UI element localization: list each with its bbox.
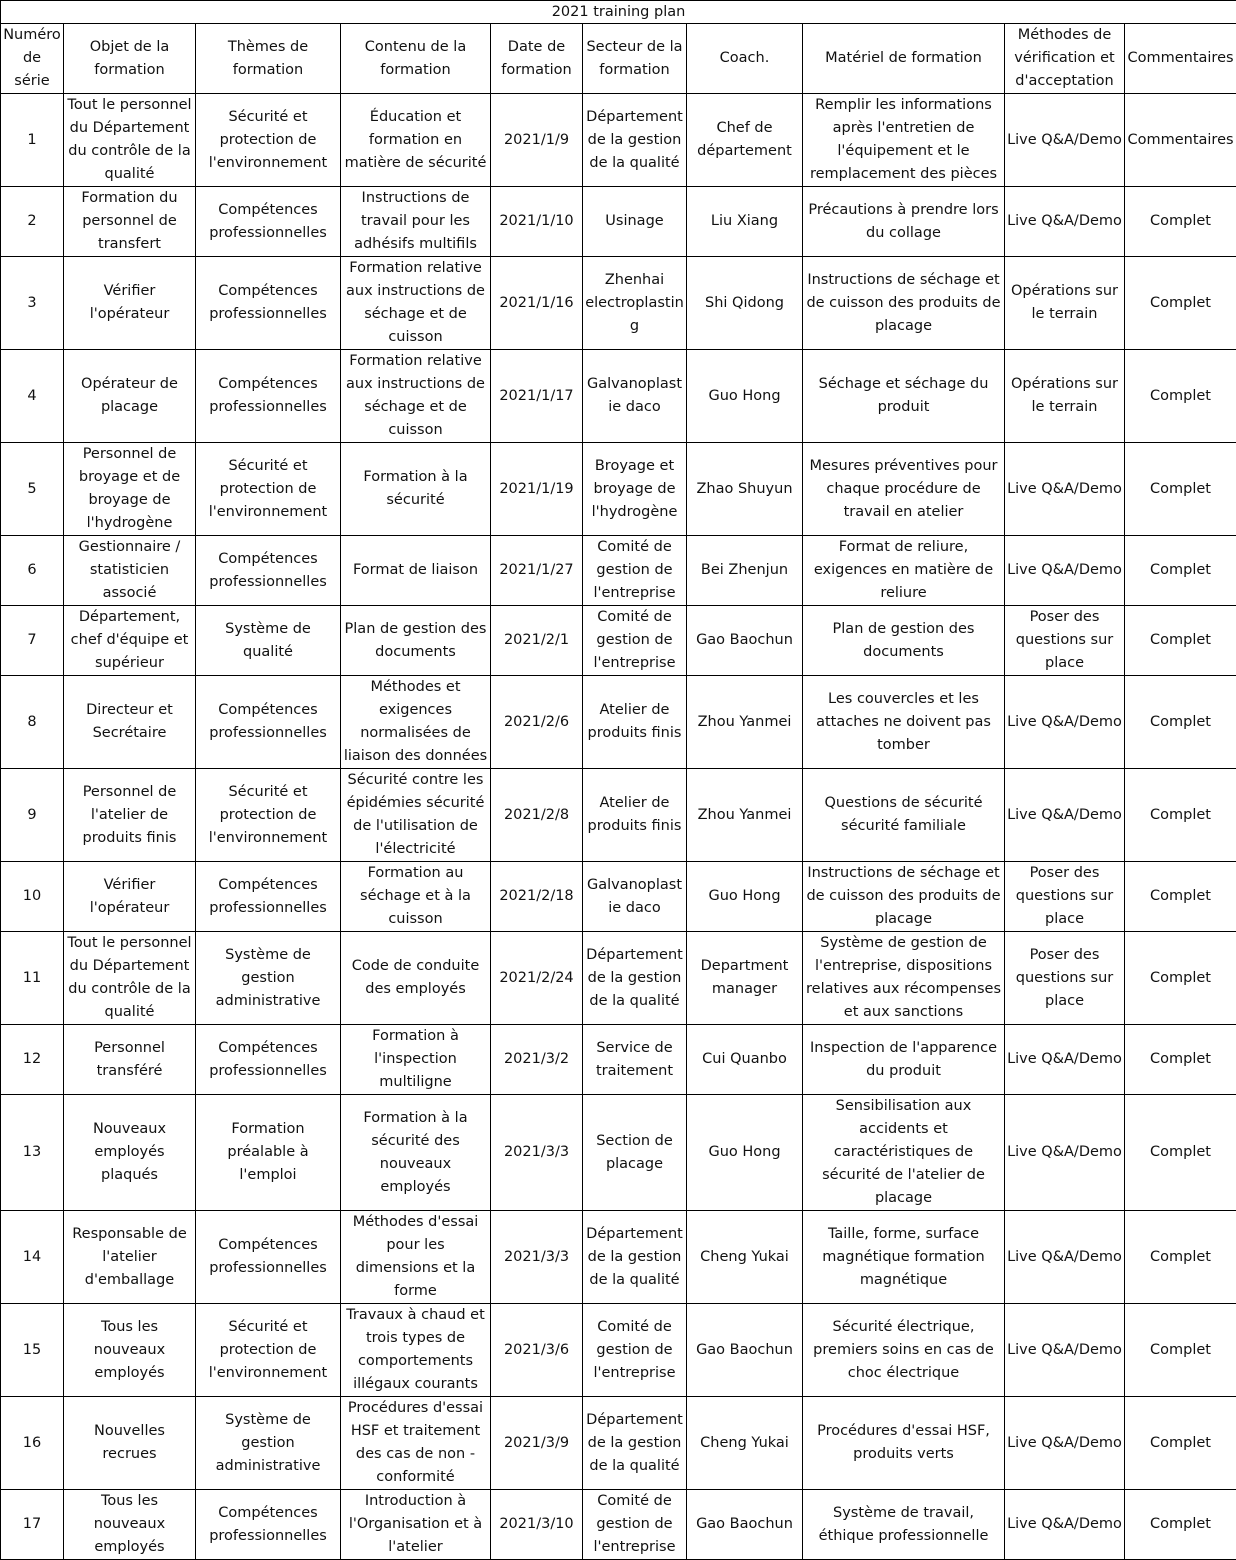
header-coach: Coach.	[687, 24, 803, 94]
header-training-sector: Secteur de la formation	[583, 24, 687, 94]
cell-training-theme: Compétences professionnelles	[196, 1490, 341, 1560]
cell-verification-method: Live Q&A/Demo	[1005, 443, 1125, 536]
header-training-theme: Thèmes de formation	[196, 24, 341, 94]
cell-training-material: Sécurité électrique, premiers soins en cas de choc électrique	[803, 1304, 1005, 1397]
cell-training-theme: Système de gestion administrative	[196, 932, 341, 1025]
cell-serial-number: 2	[1, 187, 64, 257]
cell-training-date: 2021/1/19	[491, 443, 583, 536]
cell-training-material: Procédures d'essai HSF, produits verts	[803, 1397, 1005, 1490]
cell-coach: Cheng Yukai	[687, 1397, 803, 1490]
cell-training-theme: Formation préalable à l'emploi	[196, 1095, 341, 1211]
cell-verification-method: Live Q&A/Demo	[1005, 1490, 1125, 1560]
cell-comments: Complet	[1125, 1490, 1236, 1560]
cell-training-content: Éducation et formation en matière de sécurité	[341, 94, 491, 187]
cell-training-content: Formation relative aux instructions de séchage et de cuisson	[341, 257, 491, 350]
table-row	[1, 676, 1236, 769]
cell-training-sector: Comité de gestion de l'entreprise	[583, 1490, 687, 1560]
cell-training-theme: Sécurité et protection de l'environnement	[196, 443, 341, 536]
cell-training-date: 2021/3/2	[491, 1025, 583, 1095]
cell-coach: Gao Baochun	[687, 1490, 803, 1560]
cell-serial-number: 13	[1, 1095, 64, 1211]
cell-training-content: Formation relative aux instructions de séchage et de cuisson	[341, 350, 491, 443]
cell-training-date: 2021/1/27	[491, 536, 583, 606]
cell-training-object: Vérifier l'opérateur	[64, 862, 196, 932]
cell-training-date: 2021/3/6	[491, 1304, 583, 1397]
cell-training-date: 2021/3/9	[491, 1397, 583, 1490]
cell-comments: Complet	[1125, 443, 1236, 536]
table-row	[1, 1211, 1236, 1304]
cell-training-object: Nouveaux employés plaqués	[64, 1095, 196, 1211]
cell-training-theme: Compétences professionnelles	[196, 676, 341, 769]
cell-comments: Complet	[1125, 187, 1236, 257]
cell-training-theme: Système de gestion administrative	[196, 1397, 341, 1490]
cell-training-content: Introduction à l'Organisation et à l'atelier	[341, 1490, 491, 1560]
cell-training-material: Instructions de séchage et de cuisson des produits de placage	[803, 862, 1005, 932]
cell-coach: Department manager	[687, 932, 803, 1025]
cell-verification-method: Opérations sur le terrain	[1005, 350, 1125, 443]
cell-training-sector: Comité de gestion de l'entreprise	[583, 1304, 687, 1397]
cell-training-material: Précautions à prendre lors du collage	[803, 187, 1005, 257]
cell-serial-number: 3	[1, 257, 64, 350]
cell-verification-method: Live Q&A/Demo	[1005, 1397, 1125, 1490]
cell-serial-number: 15	[1, 1304, 64, 1397]
cell-serial-number: 10	[1, 862, 64, 932]
cell-serial-number: 7	[1, 606, 64, 676]
cell-training-object: Personnel de l'atelier de produits finis	[64, 769, 196, 862]
cell-verification-method: Live Q&A/Demo	[1005, 676, 1125, 769]
cell-coach: Zhou Yanmei	[687, 769, 803, 862]
cell-training-object: Tout le personnel du Département du contrôle de la qualité	[64, 94, 196, 187]
cell-training-material: Séchage et séchage du produit	[803, 350, 1005, 443]
cell-training-theme: Compétences professionnelles	[196, 1025, 341, 1095]
cell-comments: Complet	[1125, 676, 1236, 769]
cell-training-sector: Département de la gestion de la qualité	[583, 932, 687, 1025]
cell-training-theme: Compétences professionnelles	[196, 536, 341, 606]
cell-training-content: Procédures d'essai HSF et traitement des cas de non - conformité	[341, 1397, 491, 1490]
cell-training-object: Formation du personnel de transfert	[64, 187, 196, 257]
table-row	[1, 932, 1236, 1025]
header-verification-method: Méthodes de vérification et d'acceptation	[1005, 24, 1125, 94]
cell-training-content: Méthodes et exigences normalisées de liaison des données	[341, 676, 491, 769]
cell-training-object: Tous les nouveaux employés	[64, 1304, 196, 1397]
header-training-object: Objet de la formation	[64, 24, 196, 94]
cell-coach: Cui Quanbo	[687, 1025, 803, 1095]
cell-verification-method: Poser des questions sur place	[1005, 606, 1125, 676]
cell-training-date: 2021/2/18	[491, 862, 583, 932]
cell-training-content: Plan de gestion des documents	[341, 606, 491, 676]
table-row	[1, 1025, 1236, 1095]
cell-training-theme: Compétences professionnelles	[196, 350, 341, 443]
cell-training-content: Méthodes d'essai pour les dimensions et la forme	[341, 1211, 491, 1304]
cell-training-date: 2021/1/10	[491, 187, 583, 257]
cell-training-date: 2021/3/3	[491, 1095, 583, 1211]
cell-training-material: Les couvercles et les attaches ne doivent pas tomber	[803, 676, 1005, 769]
cell-comments: Complet	[1125, 1095, 1236, 1211]
cell-comments: Complet	[1125, 1211, 1236, 1304]
cell-training-sector: Comité de gestion de l'entreprise	[583, 606, 687, 676]
cell-serial-number: 4	[1, 350, 64, 443]
cell-training-material: Sensibilisation aux accidents et caractéristiques de sécurité de l'atelier de placage	[803, 1095, 1005, 1211]
cell-verification-method: Live Q&A/Demo	[1005, 187, 1125, 257]
cell-serial-number: 8	[1, 676, 64, 769]
cell-training-object: Personnel transféré	[64, 1025, 196, 1095]
cell-training-object: Opérateur de placage	[64, 350, 196, 443]
cell-verification-method: Live Q&A/Demo	[1005, 1211, 1125, 1304]
cell-training-content: Formation à la sécurité des nouveaux employés	[341, 1095, 491, 1211]
cell-coach: Guo Hong	[687, 350, 803, 443]
cell-coach: Zhao Shuyun	[687, 443, 803, 536]
cell-training-sector: Atelier de produits finis	[583, 769, 687, 862]
cell-training-sector: Galvanoplastie daco	[583, 862, 687, 932]
cell-training-object: Personnel de broyage et de broyage de l'hydrogène	[64, 443, 196, 536]
cell-training-sector: Broyage et broyage de l'hydrogène	[583, 443, 687, 536]
cell-training-content: Format de liaison	[341, 536, 491, 606]
table-row	[1, 187, 1236, 257]
cell-training-date: 2021/1/9	[491, 94, 583, 187]
cell-training-content: Formation à la sécurité	[341, 443, 491, 536]
cell-training-theme: Sécurité et protection de l'environnement	[196, 94, 341, 187]
cell-verification-method: Live Q&A/Demo	[1005, 1304, 1125, 1397]
cell-training-theme: Sécurité et protection de l'environnement	[196, 1304, 341, 1397]
cell-training-theme: Compétences professionnelles	[196, 1211, 341, 1304]
cell-training-date: 2021/2/1	[491, 606, 583, 676]
cell-serial-number: 5	[1, 443, 64, 536]
cell-training-material: Format de reliure, exigences en matière de reliure	[803, 536, 1005, 606]
header-training-date: Date de formation	[491, 24, 583, 94]
cell-training-sector: Comité de gestion de l'entreprise	[583, 536, 687, 606]
table-title: 2021 training plan	[1, 1, 1236, 24]
table-row	[1, 257, 1236, 350]
cell-training-object: Département, chef d'équipe et supérieur	[64, 606, 196, 676]
header-serial-number: Numéro de série	[1, 24, 64, 94]
cell-comments: Complet	[1125, 257, 1236, 350]
cell-training-object: Responsable de l'atelier d'emballage	[64, 1211, 196, 1304]
table-row	[1, 94, 1236, 187]
header-training-content: Contenu de la formation	[341, 24, 491, 94]
cell-coach: Guo Hong	[687, 862, 803, 932]
cell-training-date: 2021/1/17	[491, 350, 583, 443]
cell-training-material: Remplir les informations après l'entretien de l'équipement et le remplacement des pièces	[803, 94, 1005, 187]
cell-training-material: Mesures préventives pour chaque procédure de travail en atelier	[803, 443, 1005, 536]
cell-serial-number: 16	[1, 1397, 64, 1490]
cell-training-sector: Zhenhai electroplasting	[583, 257, 687, 350]
cell-comments: Complet	[1125, 1304, 1236, 1397]
cell-serial-number: 11	[1, 932, 64, 1025]
cell-serial-number: 1	[1, 94, 64, 187]
cell-training-material: Taille, forme, surface magnétique formation magnétique	[803, 1211, 1005, 1304]
cell-training-object: Tous les nouveaux employés	[64, 1490, 196, 1560]
table-row	[1, 606, 1236, 676]
cell-verification-method: Live Q&A/Demo	[1005, 769, 1125, 862]
table-row	[1, 1095, 1236, 1211]
cell-training-sector: Département de la gestion de la qualité	[583, 1397, 687, 1490]
cell-training-sector: Département de la gestion de la qualité	[583, 1211, 687, 1304]
cell-comments: Complet	[1125, 536, 1236, 606]
cell-comments: Commentaires	[1125, 94, 1236, 187]
cell-verification-method: Live Q&A/Demo	[1005, 536, 1125, 606]
header-comments: Commentaires	[1125, 24, 1236, 94]
cell-training-material: Système de gestion de l'entreprise, dispositions relatives aux récompenses et aux sanctions	[803, 932, 1005, 1025]
cell-coach: Cheng Yukai	[687, 1211, 803, 1304]
cell-coach: Guo Hong	[687, 1095, 803, 1211]
cell-training-sector: Département de la gestion de la qualité	[583, 94, 687, 187]
cell-training-theme: Compétences professionnelles	[196, 862, 341, 932]
cell-serial-number: 12	[1, 1025, 64, 1095]
cell-serial-number: 14	[1, 1211, 64, 1304]
cell-training-date: 2021/3/10	[491, 1490, 583, 1560]
cell-serial-number: 6	[1, 536, 64, 606]
table-row	[1, 443, 1236, 536]
cell-comments: Complet	[1125, 1397, 1236, 1490]
cell-serial-number: 9	[1, 769, 64, 862]
cell-training-material: Questions de sécurité sécurité familiale	[803, 769, 1005, 862]
cell-training-material: Système de travail, éthique professionnelle	[803, 1490, 1005, 1560]
cell-training-theme: Compétences professionnelles	[196, 187, 341, 257]
cell-coach: Shi Qidong	[687, 257, 803, 350]
cell-training-sector: Galvanoplastie daco	[583, 350, 687, 443]
cell-training-object: Gestionnaire / statisticien associé	[64, 536, 196, 606]
cell-verification-method: Live Q&A/Demo	[1005, 1095, 1125, 1211]
cell-training-content: Formation au séchage et à la cuisson	[341, 862, 491, 932]
cell-training-material: Plan de gestion des documents	[803, 606, 1005, 676]
cell-verification-method: Live Q&A/Demo	[1005, 94, 1125, 187]
cell-training-theme: Système de qualité	[196, 606, 341, 676]
cell-coach: Chef de département	[687, 94, 803, 187]
cell-training-sector: Section de placage	[583, 1095, 687, 1211]
cell-training-date: 2021/2/8	[491, 769, 583, 862]
cell-training-date: 2021/1/16	[491, 257, 583, 350]
cell-training-content: Travaux à chaud et trois types de comportements illégaux courants	[341, 1304, 491, 1397]
cell-comments: Complet	[1125, 769, 1236, 862]
cell-coach: Gao Baochun	[687, 606, 803, 676]
table-row	[1, 536, 1236, 606]
cell-training-theme: Compétences professionnelles	[196, 257, 341, 350]
cell-training-sector: Usinage	[583, 187, 687, 257]
cell-coach: Bei Zhenjun	[687, 536, 803, 606]
cell-comments: Complet	[1125, 1025, 1236, 1095]
header-training-material: Matériel de formation	[803, 24, 1005, 94]
cell-comments: Complet	[1125, 932, 1236, 1025]
cell-training-sector: Service de traitement	[583, 1025, 687, 1095]
cell-training-object: Directeur et Secrétaire	[64, 676, 196, 769]
table-row	[1, 1490, 1236, 1560]
title-row	[1, 1, 1236, 24]
cell-verification-method: Opérations sur le terrain	[1005, 257, 1125, 350]
cell-coach: Gao Baochun	[687, 1304, 803, 1397]
cell-training-material: Inspection de l'apparence du produit	[803, 1025, 1005, 1095]
cell-training-theme: Sécurité et protection de l'environnement	[196, 769, 341, 862]
table-row	[1, 769, 1236, 862]
cell-coach: Liu Xiang	[687, 187, 803, 257]
cell-training-content: Sécurité contre les épidémies sécurité de l'utilisation de l'électricité	[341, 769, 491, 862]
cell-training-content: Formation à l'inspection multiligne	[341, 1025, 491, 1095]
cell-training-date: 2021/3/3	[491, 1211, 583, 1304]
cell-comments: Complet	[1125, 350, 1236, 443]
cell-comments: Complet	[1125, 862, 1236, 932]
cell-training-date: 2021/2/24	[491, 932, 583, 1025]
cell-training-material: Instructions de séchage et de cuisson des produits de placage	[803, 257, 1005, 350]
table-row	[1, 1397, 1236, 1490]
cell-verification-method: Poser des questions sur place	[1005, 862, 1125, 932]
cell-serial-number: 17	[1, 1490, 64, 1560]
cell-training-content: Code de conduite des employés	[341, 932, 491, 1025]
cell-comments: Complet	[1125, 606, 1236, 676]
table-row	[1, 862, 1236, 932]
cell-training-content: Instructions de travail pour les adhésifs multifils	[341, 187, 491, 257]
cell-coach: Zhou Yanmei	[687, 676, 803, 769]
cell-training-object: Tout le personnel du Département du contrôle de la qualité	[64, 932, 196, 1025]
cell-training-sector: Atelier de produits finis	[583, 676, 687, 769]
table-row	[1, 1304, 1236, 1397]
table-row	[1, 350, 1236, 443]
cell-training-object: Nouvelles recrues	[64, 1397, 196, 1490]
cell-verification-method: Live Q&A/Demo	[1005, 1025, 1125, 1095]
cell-verification-method: Poser des questions sur place	[1005, 932, 1125, 1025]
header-row	[1, 24, 1236, 94]
cell-training-date: 2021/2/6	[491, 676, 583, 769]
cell-training-object: Vérifier l'opérateur	[64, 257, 196, 350]
